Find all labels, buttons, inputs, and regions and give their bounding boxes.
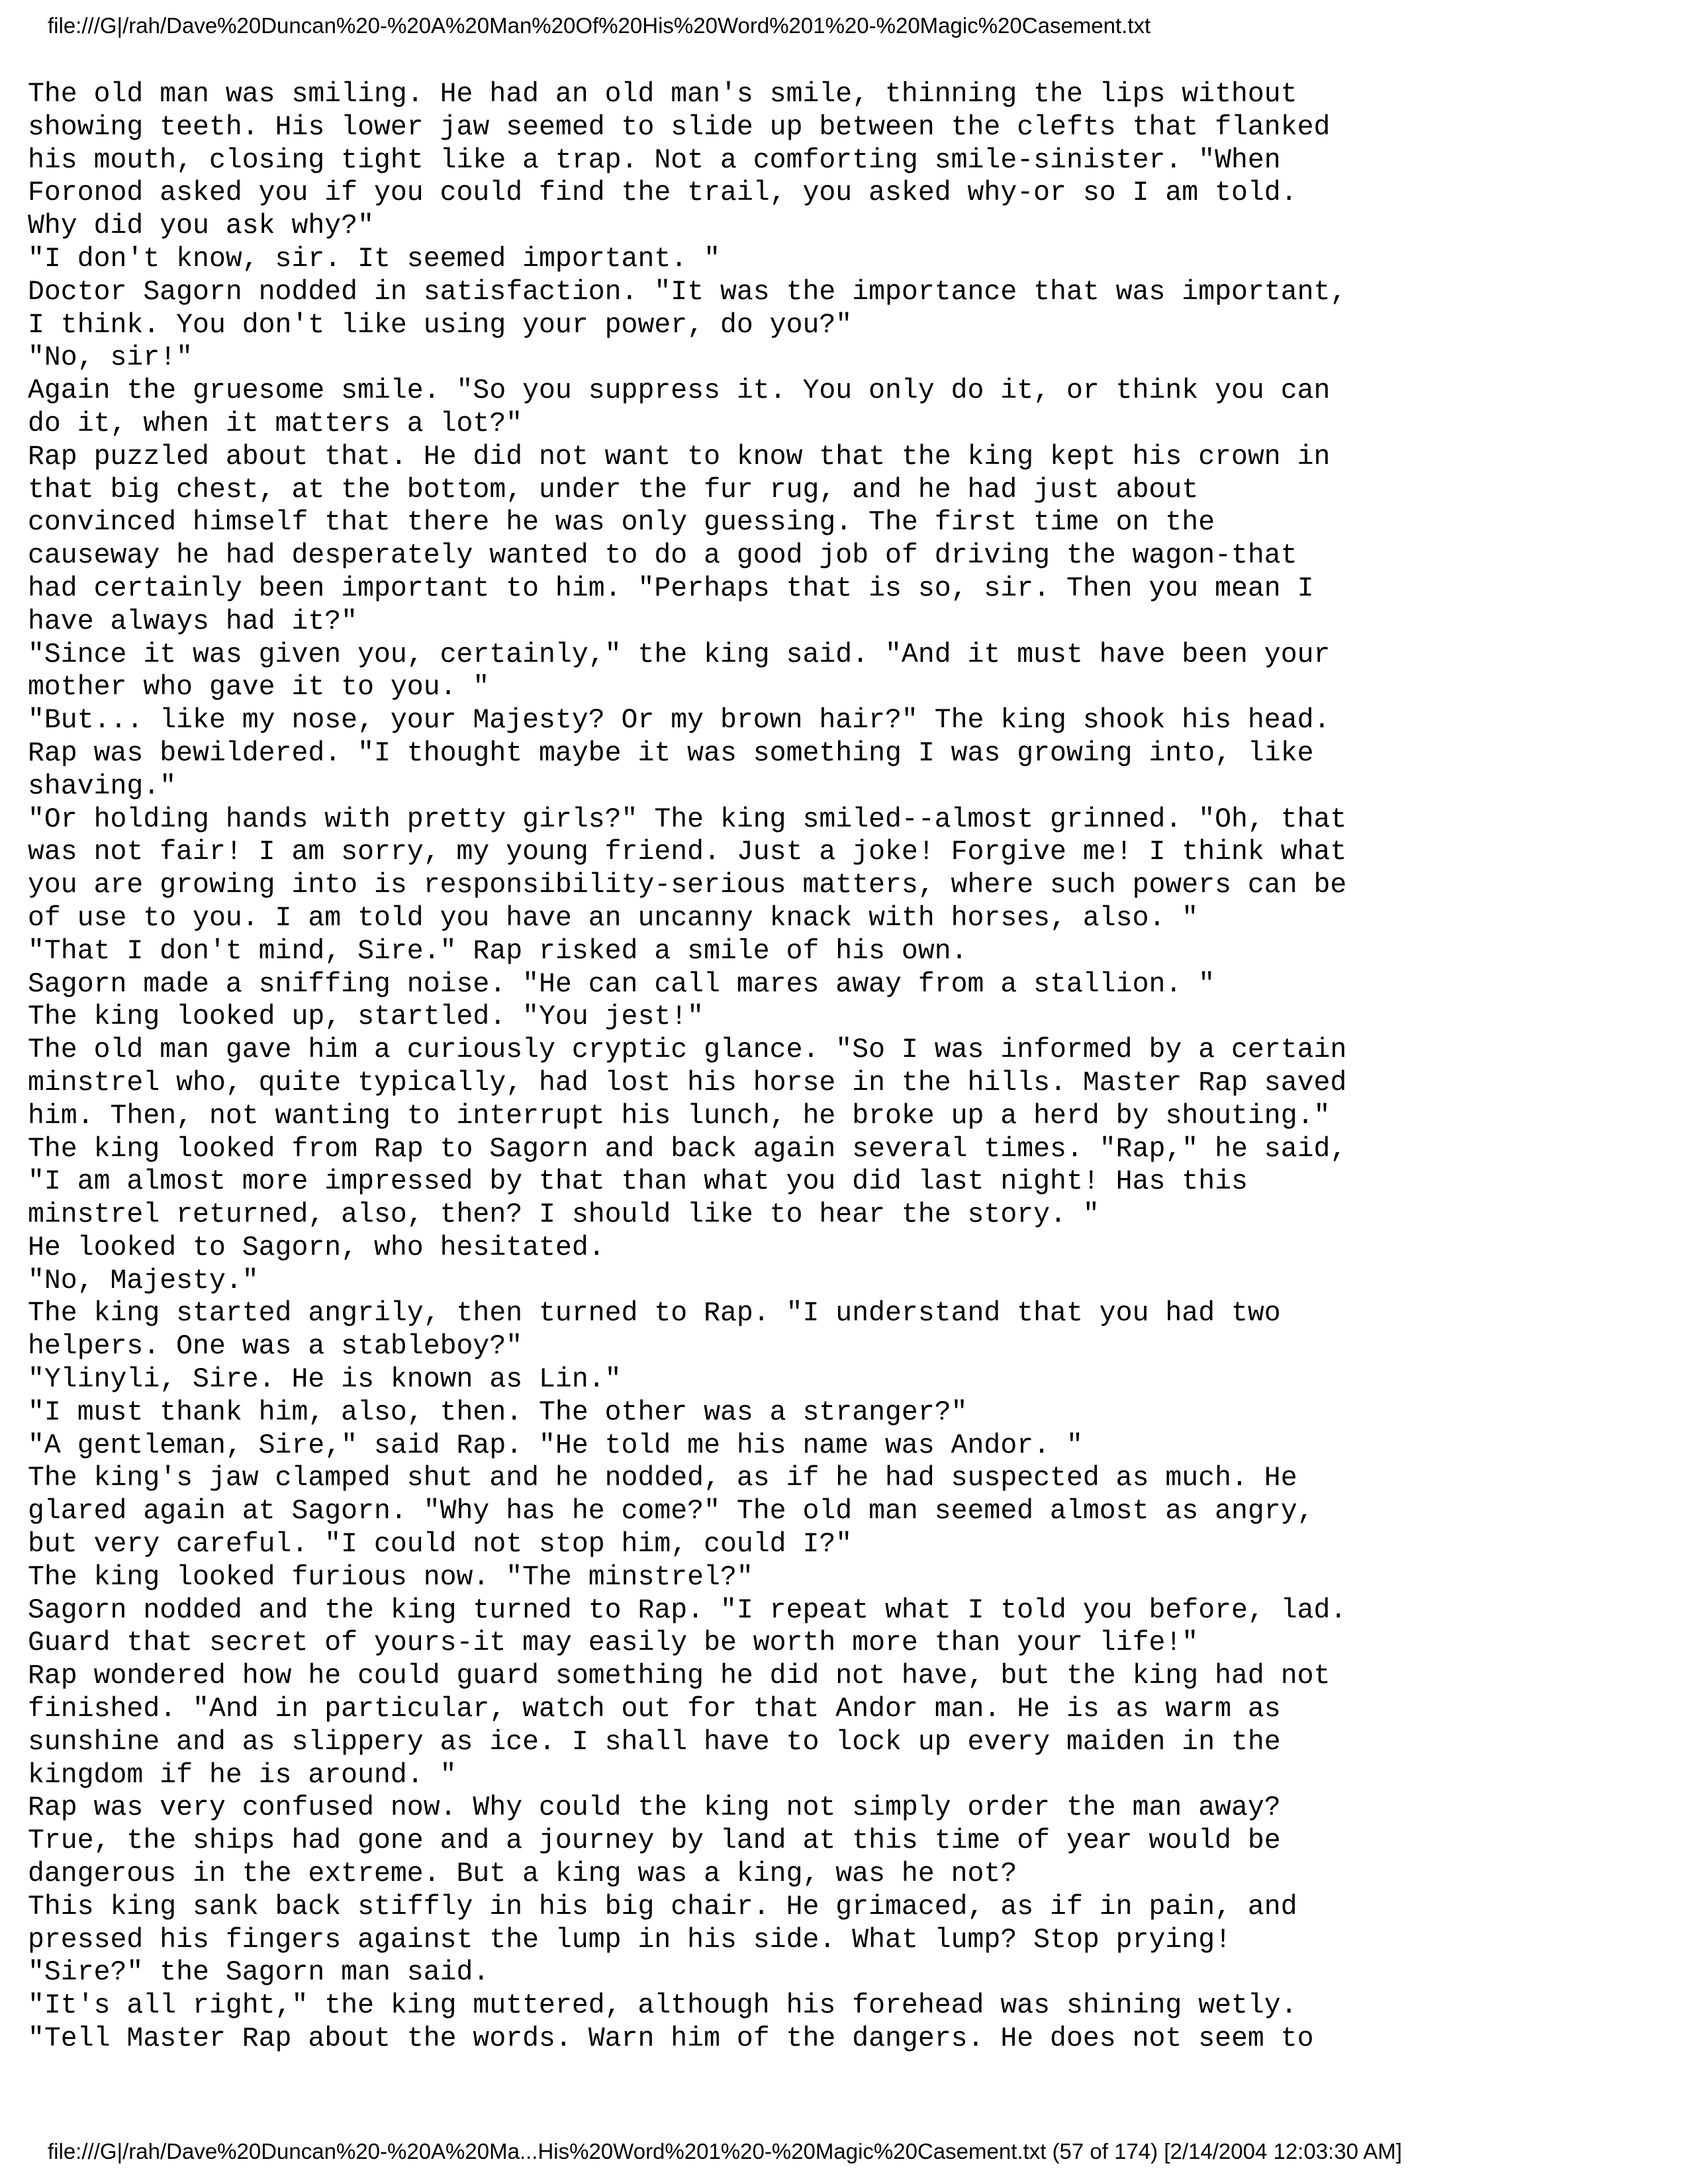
text-line: The king looked from Rap to Sagorn and back again several times. "Rap," he said,	[28, 1133, 1347, 1165]
text-line: "A gentleman, Sire," said Rap. "He told me his name was Andor. "	[28, 1430, 1083, 1461]
text-line: The old man gave him a curiously cryptic glance. "So I was informed by a certain	[28, 1034, 1347, 1066]
text-line: Rap was bewildered. "I thought maybe it was something I was growing into, like	[28, 737, 1314, 769]
text-line: "I am almost more impressed by that than what you did last night! Has this	[28, 1166, 1248, 1198]
text-line: Rap was very confused now. Why could the king not simply order the man away?	[28, 1792, 1281, 1824]
text-line: He looked to Sagorn, who hesitated.	[28, 1232, 605, 1263]
page-footer: file:///G|/rah/Dave%20Duncan%20-%20A%20Ma...His%20Word%201%20-%20Magic%20Casement.txt (57 of 174) [2/14/2004 12:03:30 AM]	[48, 2139, 1402, 2163]
text-line: "Since it was given you, certainly," the king said. "And it must have been your	[28, 639, 1331, 670]
text-line: Sagorn made a sniffing noise. "He can call mares away from a stallion. "	[28, 968, 1215, 1000]
text-line: "That I don't mind, Sire." Rap risked a smile of his own.	[28, 935, 968, 967]
text-line: "No, Majesty."	[28, 1265, 259, 1297]
document-body	[28, 78, 1656, 2056]
text-line: "Tell Master Rap about the words. Warn him of the dangers. He does not seem to	[28, 2023, 1314, 2055]
text-line: I think. You don't like using your power, do you?"	[28, 309, 853, 341]
text-line: The king looked up, startled. "You jest!"	[28, 1001, 704, 1033]
text-line: convinced himself that there he was only guessing. The first time on the	[28, 507, 1215, 539]
text-line: Sagorn nodded and the king turned to Rap. "I repeat what I told you before, lad.	[28, 1594, 1347, 1626]
text-line: finished. "And in particular, watch out for that Andor man. He is as warm as	[28, 1694, 1281, 1725]
text-line: "I don't know, sir. It seemed important. "	[28, 243, 720, 275]
page-header-path: file:///G|/rah/Dave%20Duncan%20-%20A%20Man%20Of%20His%20Word%201%20-%20Magic%20Casement.txt	[48, 13, 1151, 38]
text-line: that big chest, at the bottom, under the fur rug, and he had just about	[28, 474, 1199, 506]
text-line: Doctor Sagorn nodded in satisfaction. "It was the importance that was important,	[28, 276, 1347, 308]
text-line: The king's jaw clamped shut and he nodded, as if he had suspected as much. He	[28, 1463, 1297, 1494]
text-line: you are growing into is responsibility-serious matters, where such powers can be	[28, 870, 1347, 901]
text-line: dangerous in the extreme. But a king was a king, was he not?	[28, 1858, 1017, 1890]
text-line: have always had it?"	[28, 606, 358, 637]
text-line: Why did you ask why?"	[28, 210, 374, 242]
text-line: "But... like my nose, your Majesty? Or my brown hair?" The king shook his head.	[28, 705, 1331, 737]
text-line: Guard that secret of yours-it may easily be worth more than your life!"	[28, 1627, 1199, 1659]
text-line: Foronod asked you if you could find the trail, you asked why-or so I am told.	[28, 177, 1297, 209]
text-line: True, the ships had gone and a journey by land at this time of year would be	[28, 1825, 1281, 1857]
text-line: of use to you. I am told you have an uncanny knack with horses, also. "	[28, 902, 1199, 934]
text-line: Rap wondered how he could guard something he did not have, but the king had not	[28, 1661, 1331, 1692]
text-line: showing teeth. His lower jaw seemed to slide up between the clefts that flanked	[28, 111, 1331, 143]
text-line: mother who gave it to you. "	[28, 672, 490, 704]
text-line: glared again at Sagorn. "Why has he come?" The old man seemed almost as angry,	[28, 1496, 1314, 1527]
text-line: The old man was smiling. He had an old man's smile, thinning the lips without	[28, 79, 1297, 110]
text-line: him. Then, not wanting to interrupt his lunch, he broke up a herd by shouting."	[28, 1100, 1331, 1132]
text-line: "Or holding hands with pretty girls?" The king smiled--almost grinned. "Oh, that	[28, 803, 1347, 835]
text-line: Rap puzzled about that. He did not want to know that the king kept his crown in	[28, 441, 1331, 473]
text-line: kingdom if he is around. "	[28, 1759, 457, 1791]
text-line: "Ylinyli, Sire. He is known as Lin."	[28, 1364, 622, 1396]
text-line: minstrel who, quite typically, had lost his horse in the hills. Master Rap saved	[28, 1067, 1347, 1099]
text-line: was not fair! I am sorry, my young friend. Just a joke! Forgive me! I think what	[28, 837, 1347, 868]
text-line: "Sire?" the Sagorn man said.	[28, 1957, 490, 1989]
text-line: do it, when it matters a lot?"	[28, 408, 523, 439]
text-line: "No, sir!"	[28, 342, 193, 374]
text-line: This king sank back stiffly in his big chair. He grimaced, as if in pain, and	[28, 1891, 1297, 1923]
text-line: Again the gruesome smile. "So you suppress it. You only do it, or think you can	[28, 375, 1331, 407]
text-line: sunshine and as slippery as ice. I shall have to lock up every maiden in the	[28, 1726, 1281, 1758]
text-line: causeway he had desperately wanted to do a good job of driving the wagon-that	[28, 540, 1297, 572]
text-line: shaving."	[28, 770, 177, 802]
text-line: had certainly been important to him. "Perhaps that is so, sir. Then you mean I	[28, 572, 1314, 604]
text-line: The king looked furious now. "The minstrel?"	[28, 1561, 753, 1593]
text-line: his mouth, closing tight like a trap. Not a comforting smile-sinister. "When	[28, 144, 1281, 176]
text-line: minstrel returned, also, then? I should like to hear the story. "	[28, 1199, 1100, 1231]
text-line: helpers. One was a stableboy?"	[28, 1331, 523, 1363]
text-line: "It's all right," the king muttered, although his forehead was shining wetly.	[28, 1990, 1297, 2022]
text-line: "I must thank him, also, then. The other was a stranger?"	[28, 1396, 968, 1428]
text-line: but very careful. "I could not stop him, could I?"	[28, 1529, 853, 1561]
text-line: pressed his fingers against the lump in his side. What lump? Stop prying!	[28, 1924, 1231, 1956]
text-line: The king started angrily, then turned to Rap. "I understand that you had two	[28, 1298, 1281, 1330]
